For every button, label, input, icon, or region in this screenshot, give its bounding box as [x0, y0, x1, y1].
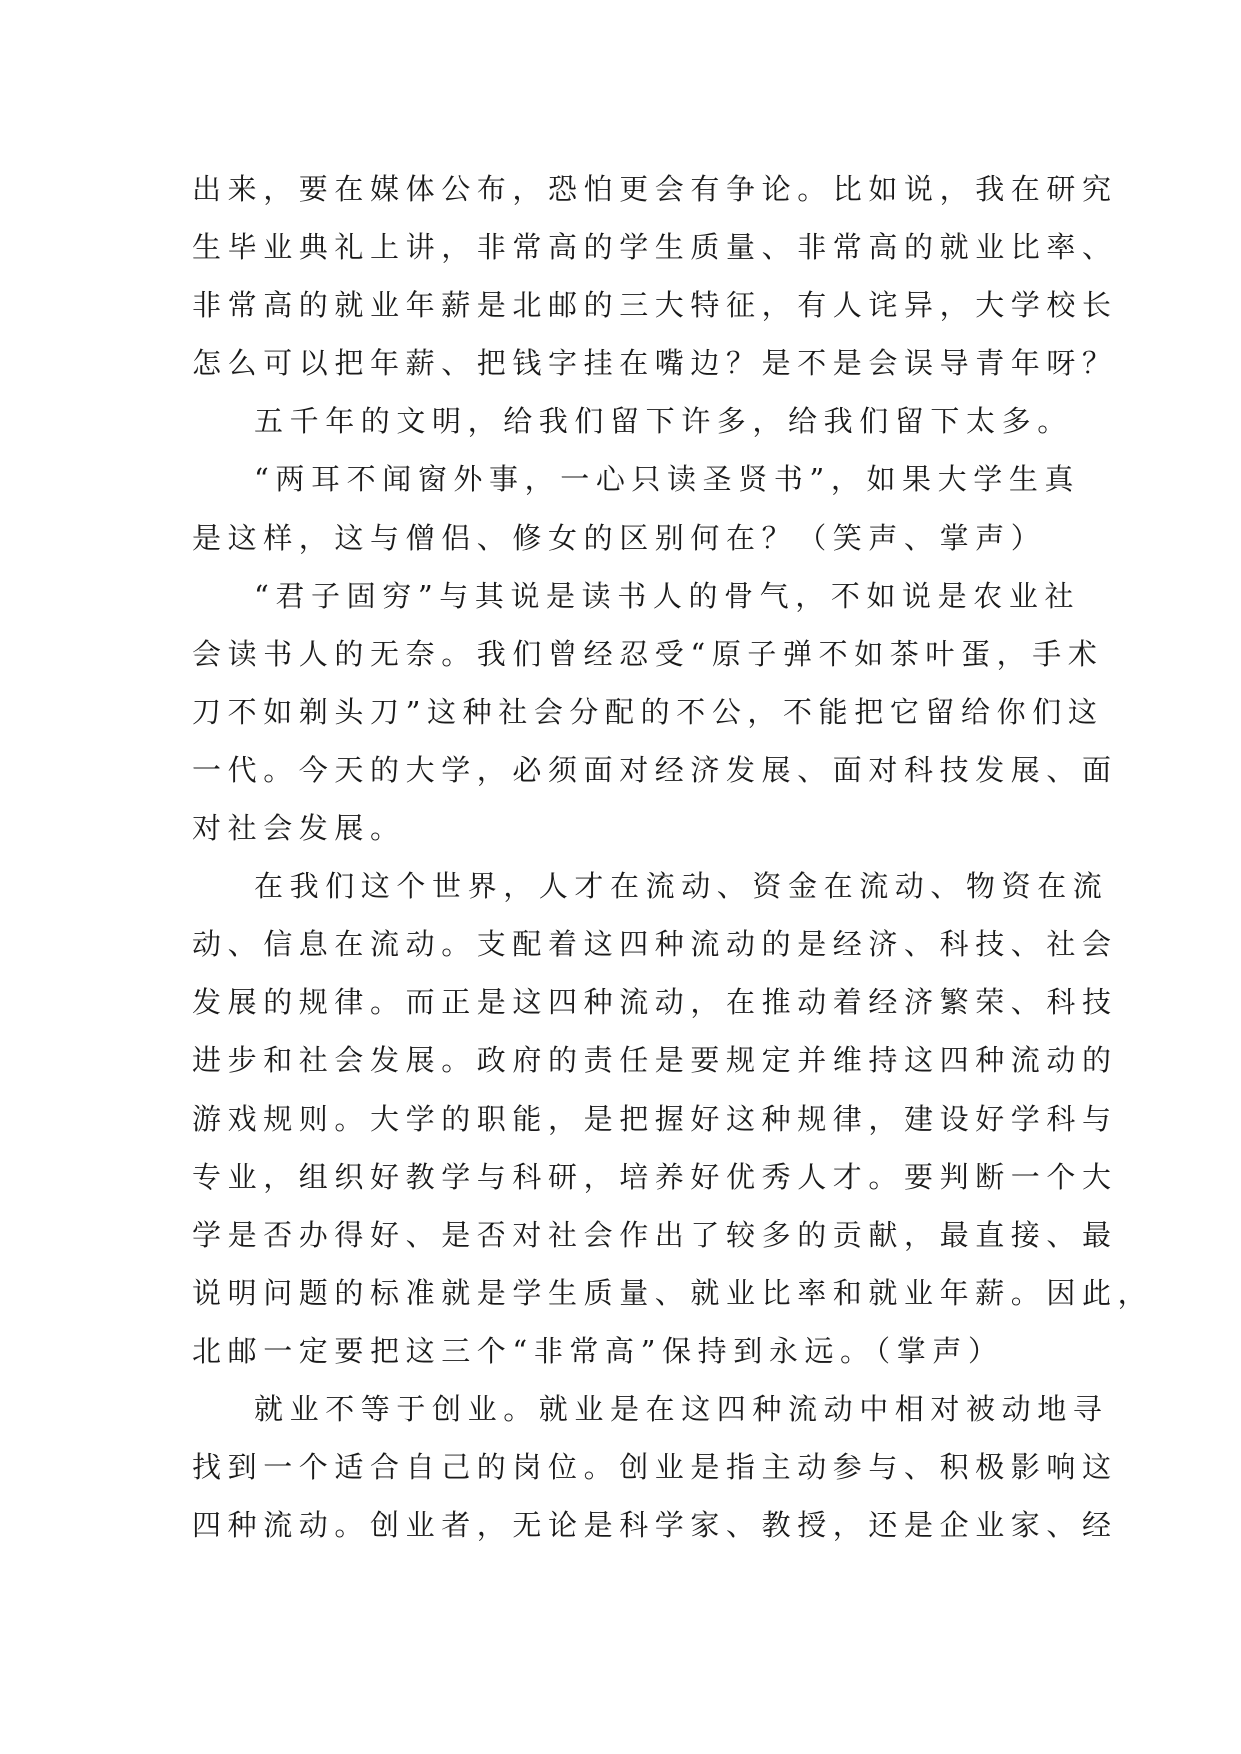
- text-line: 动、信息在流动。支配着这四种流动的是经济、科技、社会: [192, 927, 1118, 962]
- text-line: 非常高的就业年薪是北邮的三大特征，有人诧异，大学校长: [192, 288, 1118, 323]
- text-line: 出来，要在媒体公布，恐怕更会有争论。比如说，我在研究: [192, 172, 1118, 206]
- text-line: 是这样，这与僧侣、修女的区别何在？（笑声、掌声）: [192, 520, 1047, 555]
- text-line: 生毕业典礼上讲，非常高的学生质量、非常高的就业比率、: [192, 230, 1118, 265]
- paragraph: [192, 857, 1154, 1380]
- text-line: 专业，组织好教学与科研，培养好优秀人才。要判断一个大: [192, 1159, 1118, 1194]
- body-text: [192, 160, 1154, 1554]
- text-line: 进步和社会发展。政府的责任是要规定并维持这四种流动的: [192, 1043, 1118, 1078]
- text-line: 北邮一定要把这三个“非常高”保持到永远。（掌声）: [192, 1333, 1004, 1368]
- text-line: 学是否办得好、是否对社会作出了较多的贡献，最直接、最: [192, 1217, 1118, 1252]
- paragraph: [192, 450, 1081, 566]
- text-line: “两耳不闻窗外事，一心只读圣贤书”，如果大学生真: [254, 462, 1081, 497]
- text-line: “君子固穷”与其说是读书人的骨气，不如说是农业社: [254, 578, 1081, 613]
- text-line: 在我们这个世界，人才在流动、资金在流动、物资在流: [254, 869, 1109, 904]
- paragraph: [192, 392, 1072, 450]
- text-line: 刀不如剃头刀”这种社会分配的不公，不能把它留给你们这: [192, 694, 1104, 729]
- text-line: 游戏规则。大学的职能，是把握好这种规律，建设好学科与: [192, 1101, 1118, 1136]
- text-line: 就业不等于创业。就业是在这四种流动中相对被动地寻: [254, 1391, 1109, 1426]
- text-line: 五千年的文明，给我们留下许多，给我们留下太多。: [254, 404, 1073, 439]
- text-line: 会读书人的无奈。我们曾经忍受“原子弹不如茶叶蛋，手术: [192, 636, 1104, 671]
- text-line: 说明问题的标准就是学生质量、就业比率和就业年薪。因此，: [192, 1275, 1154, 1310]
- paragraph: [192, 567, 1118, 857]
- paragraph: [192, 1380, 1118, 1554]
- text-line: 怎么可以把年薪、把钱字挂在嘴边？是不是会误导青年呀？: [192, 346, 1118, 381]
- text-line: 一代。今天的大学，必须面对经济发展、面对科技发展、面: [192, 752, 1118, 787]
- text-line: 发展的规律。而正是这四种流动，在推动着经济繁荣、科技: [192, 985, 1118, 1020]
- text-line: 对社会发展。: [192, 811, 406, 846]
- text-line: 四种流动。创业者，无论是科学家、教授，还是企业家、经: [192, 1508, 1118, 1543]
- paragraph: [192, 160, 1118, 392]
- text-line: 找到一个适合自己的岗位。创业是指主动参与、积极影响这: [192, 1450, 1118, 1485]
